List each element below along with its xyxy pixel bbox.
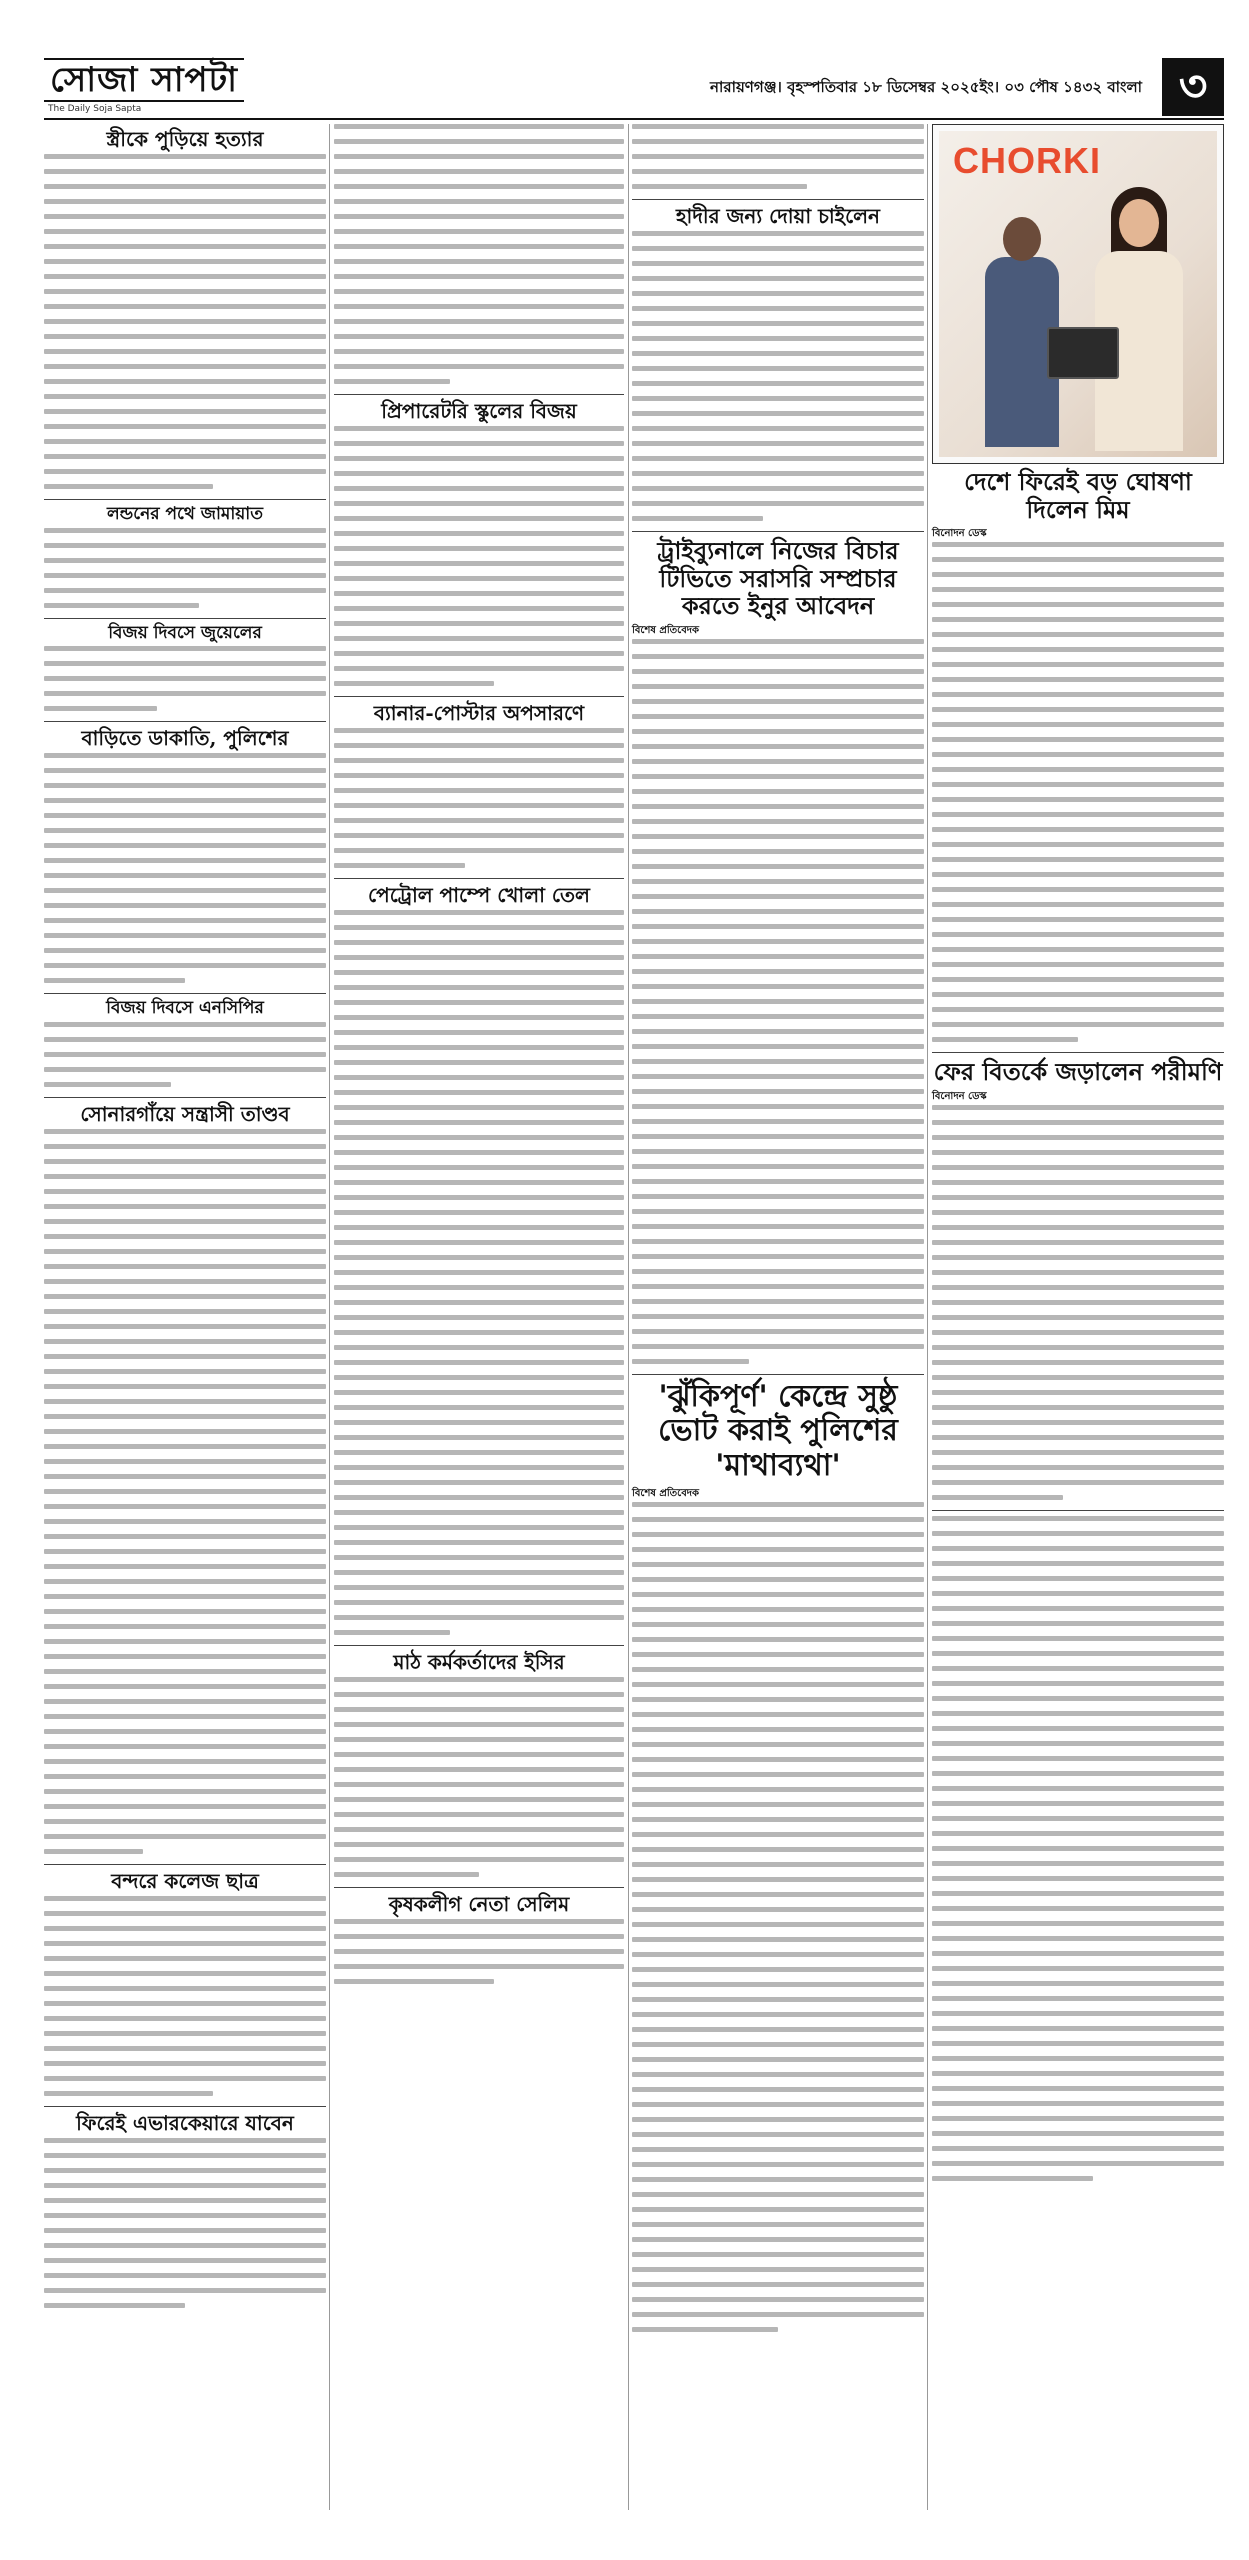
byline: বিশেষ প্রতিবেদক (632, 624, 700, 636)
story-body (334, 1677, 624, 1877)
story-inu-tribunal (632, 537, 924, 1364)
byline: বিশেষ প্রতিবেদক (632, 1488, 700, 1500)
divider (932, 1510, 1224, 1511)
story-ncp (44, 999, 326, 1087)
story-body (334, 1919, 624, 1984)
divider (334, 878, 624, 879)
divider (44, 1097, 326, 1098)
story-body (334, 910, 624, 1635)
divider (44, 2106, 326, 2107)
headline: বন্দরে কলেজ ছাত্র (111, 1868, 259, 1893)
story-body (44, 154, 326, 489)
divider (334, 1887, 624, 1888)
news-photo (932, 124, 1224, 464)
story-body (932, 1516, 1224, 2181)
headline: লন্ডনের পথে জামায়াত (107, 504, 263, 524)
story-body (44, 646, 326, 711)
headline: বাড়িতে ডাকাতি, পুলিশের (81, 726, 289, 751)
story-bandar-student (44, 1870, 326, 2096)
story-body (632, 124, 924, 189)
story-body (44, 753, 326, 983)
story-body (44, 1022, 326, 1087)
column-divider (329, 124, 330, 2510)
masthead (44, 58, 1224, 120)
divider (44, 993, 326, 994)
story-risky-centers (632, 1380, 924, 2333)
logo-title: সোজা সাপটা (44, 58, 244, 102)
story-petrol-pump (334, 884, 624, 1635)
column-3 (632, 124, 924, 2510)
headline: দেশে ফিরেই বড় ঘোষণা দিলেন মিম (964, 467, 1192, 524)
divider (932, 1052, 1224, 1053)
story-body (632, 1502, 924, 2332)
story-krishak-league (334, 1893, 624, 1984)
divider (44, 499, 326, 500)
story-body (932, 542, 1224, 1042)
photo-image (939, 131, 1217, 457)
story-sonargaon (44, 1103, 326, 1854)
divider (334, 1645, 624, 1646)
story-continued-top-3 (632, 124, 924, 189)
story-jamaat-london (44, 505, 326, 608)
story-hadi-prayer (632, 205, 924, 521)
story-body (44, 2138, 326, 2308)
story-porimoni (932, 1058, 1224, 1500)
divider (632, 1374, 924, 1375)
headline: ফের বিতর্কে জড়ালেন পরীমণি (933, 1057, 1223, 1087)
headline: পেট্রোল পাম্পে খোলা তেল (368, 883, 590, 907)
divider (334, 394, 624, 395)
story-body (334, 426, 624, 686)
story-victory-day-jewel (44, 624, 326, 712)
newspaper-logo (44, 58, 284, 114)
story-body (632, 231, 924, 521)
column-2 (334, 124, 624, 2510)
byline: বিনোদন ডেস্ক (932, 1090, 987, 1102)
headline: হাদীর জন্য দোয়া চাইলেন (676, 204, 880, 228)
story-body (632, 639, 924, 1364)
headline: স্ত্রীকে পুড়িয়ে হত্যার (106, 127, 264, 151)
divider (334, 696, 624, 697)
story-preparatory-school (334, 400, 624, 686)
story-banner-removal (334, 702, 624, 868)
story-body (44, 1129, 326, 1854)
column-divider (628, 124, 629, 2510)
headline: ফিরেই এভারকেয়ারে যাবেন (76, 2110, 294, 2135)
column-4 (932, 124, 1224, 2510)
headline: বিজয় দিবসে এনসিপির (106, 998, 264, 1019)
headline: কৃষকলীগ নেতা সেলিম (388, 1892, 570, 1916)
story-continued-bottom (932, 1516, 1224, 2181)
divider (44, 721, 326, 722)
story-mim-announcement (932, 468, 1224, 1042)
story-wife-murder (44, 128, 326, 489)
story-body (334, 728, 624, 868)
laptop-icon (1047, 327, 1119, 379)
story-body (44, 528, 326, 608)
date-line: নারায়ণগঞ্জ। বৃহস্পতিবার ১৮ ডিসেম্বর ২০২৫ইং। ০৩ পৌষ ১৪৩২ বাংলা (710, 78, 1142, 96)
story-body (44, 1896, 326, 2096)
story-continued-top (334, 124, 624, 384)
divider (632, 199, 924, 200)
divider (44, 618, 326, 619)
divider (44, 1864, 326, 1865)
page-number: ৩ (1162, 58, 1224, 116)
headline: সোনারগাঁয়ে সন্ত্রাসী তাণ্ডব (80, 1101, 290, 1126)
byline: বিনোদন ডেস্ক (932, 528, 987, 540)
headline: ট্রাইব্যুনালে নিজের বিচার টিভিতে সরাসরি সম্প্রচার করতে ইনুর আবেদন (657, 536, 899, 621)
brand-sign: CHORKI (953, 140, 1101, 181)
headline: ব্যানার-পোস্টার অপসারণে (373, 701, 585, 725)
person-figure (1089, 187, 1189, 451)
headline: বিজয় দিবসে জুয়েলের (108, 622, 262, 643)
column-1 (44, 124, 326, 2510)
headline: প্রিপারেটরি স্কুলের বিজয় (381, 399, 577, 423)
column-divider (927, 124, 928, 2510)
logo-tagline: The Daily Soja Sapta (48, 104, 142, 114)
story-robbery (44, 727, 326, 983)
story-body (932, 1105, 1224, 1500)
headline: 'ঝুঁকিপূর্ণ' কেন্দ্রে সুষ্ঠু ভোট করাই পুলিশের 'মাথাব্যথা' (658, 1378, 898, 1483)
story-ec-officials (334, 1651, 624, 1877)
headline: মাঠ কর্মকর্তাদের ইসির (393, 1650, 565, 1674)
divider (632, 531, 924, 532)
story-evercare (44, 2112, 326, 2308)
story-body (334, 124, 624, 384)
